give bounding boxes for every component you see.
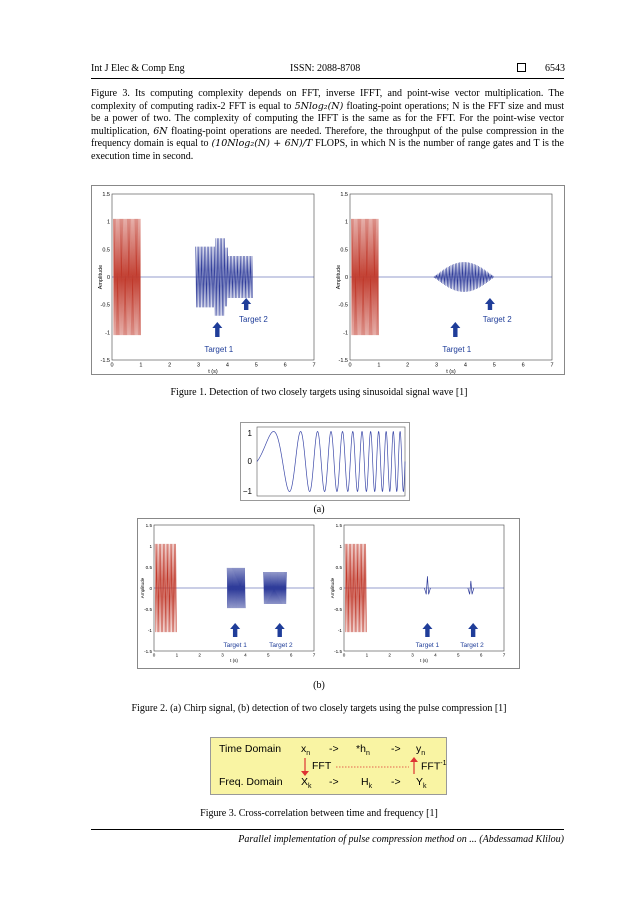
y-tick-label: 1 (339, 544, 342, 549)
x-tick-label: 2 (198, 652, 201, 658)
time-frequency-diagram (210, 737, 447, 795)
x-tick-label: 0 (110, 362, 114, 369)
y-tick-label: 0 (106, 275, 110, 281)
x-tick-label: 2 (388, 652, 391, 658)
figure-2a-label: (a) (313, 504, 325, 515)
checkbox-icon (517, 63, 526, 72)
y-tick-label: 1.5 (340, 192, 348, 198)
figure-2b-plots (138, 519, 519, 668)
figure-1-caption: Figure 1. Detection of two closely targets using sinusoidal signal wave [1] (170, 387, 468, 398)
x-tick-label: 1 (139, 362, 143, 369)
y-tick-label: 1 (106, 219, 110, 226)
y-axis-label: Amplitude (336, 264, 342, 290)
x-tick-label: 5 (492, 362, 496, 369)
figure-2-caption: Figure 2. (a) Chirp signal, (b) detection of two closely targets using the pulse compression [1] (131, 703, 507, 714)
target-2-arrow-icon-shaft (488, 303, 492, 310)
x-axis-label: t (s) (208, 369, 218, 374)
xn-symbol: $x_n$ (301, 743, 311, 758)
y-tick-label: -1.5 (100, 358, 110, 364)
target-2-label: Target 2 (460, 642, 484, 649)
x-tick-label: 7 (312, 652, 316, 658)
chirp-ytick: −1 (242, 487, 252, 496)
issn: ISSN: 2088-8708 (290, 63, 361, 74)
x-tick-label: 0 (348, 362, 352, 369)
xk-symbol: $X_k$ (301, 776, 312, 791)
x-tick-label: 5 (457, 652, 460, 658)
x-tick-label: 0 (152, 652, 156, 658)
y-tick-label: 1 (149, 544, 152, 549)
target-2-label: Target 2 (238, 315, 268, 324)
x-tick-label: 7 (502, 652, 506, 658)
chirp-plot (241, 423, 409, 500)
yk-symbol: $Y_k$ (416, 776, 427, 791)
y-tick-label: 1.5 (335, 523, 342, 528)
y-tick-label: -1 (337, 628, 342, 633)
y-tick-label: -1.5 (338, 358, 348, 364)
figure-3-caption: Figure 3. Cross-correlation between time and frequency [1] (200, 808, 438, 819)
target-2-arrow-icon-shaft (244, 303, 248, 310)
figure-2b-right-plot (330, 523, 506, 663)
y-axis-label: Amplitude (140, 577, 145, 599)
y-tick-label: 1.5 (145, 523, 152, 528)
ifft-label: $FFT^{-1}$ (421, 760, 447, 773)
y-tick-label: -1 (147, 628, 152, 633)
target-2-arrow-icon-shaft (278, 628, 282, 637)
y-tick-label: -0.5 (100, 302, 110, 309)
x-tick-label: 1 (175, 652, 179, 658)
freq-domain-label: Freq. Domain (219, 776, 283, 788)
body-paragraph: Figure 3. Its computing complexity depends on FFT, inverse IFFT, and point-wise vector multiplication. The complexity of computing radix-2 FFT is equal to 5Nlog₂(N) floating-point operations; N is the FFT size and must be a power of two. The complexity of computing the IFFT is the same as for the FFT. For the point-wise vector multiplication, 6N floating-point operations are needed. Therefore, the throughput of the pulse compression in the frequency domain is equal to (10Nlog₂(N) + 6N)/T FLOPS, in which N is the number of range gates and T is the execution time in second. (91, 88, 564, 162)
x-tick-label: 6 (479, 652, 483, 658)
figure-1-left-plot (98, 192, 316, 374)
target-1-label: Target 1 (442, 345, 472, 354)
running-footer: Parallel implementation of pulse compression method on ... (Abdessamad Klilou) (238, 834, 564, 845)
x-tick-label: 4 (463, 362, 467, 369)
x-tick-label: 2 (168, 362, 172, 369)
y-tick-label: 0.5 (145, 565, 152, 570)
y-axis-label: Amplitude (330, 577, 335, 599)
header-rule (91, 78, 564, 79)
hk-symbol: $H_k$ (361, 776, 373, 791)
y-tick-label: 0.5 (335, 565, 342, 570)
figure-1 (91, 185, 565, 375)
y-tick-label: -1 (105, 330, 110, 337)
target-1-arrow-icon-shaft (233, 628, 237, 637)
x-tick-label: 3 (411, 652, 414, 658)
x-tick-label: 4 (225, 362, 229, 369)
figure-2a (240, 422, 410, 501)
complexity-expression: 5Nlog₂(N) (294, 100, 344, 112)
time-domain-label: Time Domain (219, 743, 282, 755)
target-1-label: Target 1 (223, 642, 247, 649)
target-1-arrow-icon-shaft (453, 327, 457, 337)
x-tick-label: 4 (244, 652, 247, 658)
figure-1-plots (92, 186, 564, 374)
x-tick-label: 7 (312, 362, 316, 369)
chirp-ytick: 1 (247, 429, 252, 438)
x-axis-label: t (s) (420, 658, 428, 664)
arrow-text: -> (391, 776, 401, 788)
target-1-arrow-icon-shaft (425, 628, 429, 637)
footer-rule (91, 829, 564, 830)
down-arrow-head-icon (301, 771, 309, 776)
x-tick-label: 7 (550, 362, 554, 369)
fft-label: FFT (312, 760, 332, 772)
y-tick-label: 0 (344, 275, 348, 281)
y-tick-label: 1 (344, 219, 348, 226)
x-tick-label: 5 (267, 652, 270, 658)
vector-mult-expression: 6N (153, 125, 168, 137)
page-number: 6543 (545, 63, 565, 74)
arrow-text: -> (329, 776, 339, 788)
y-tick-label: -1.5 (334, 649, 342, 654)
arrow-text: -> (329, 743, 339, 755)
hn-symbol: $*h_n$ (356, 743, 370, 758)
y-tick-label: 0 (339, 586, 342, 591)
x-tick-label: 2 (406, 362, 410, 369)
y-tick-label: -0.5 (334, 607, 342, 612)
up-arrow-head-icon (410, 757, 418, 762)
x-tick-label: 3 (435, 362, 439, 369)
x-tick-label: 4 (434, 652, 437, 658)
page-number-area (517, 63, 565, 74)
y-tick-label: 1.5 (102, 192, 110, 198)
target-2-arrow-icon-shaft (471, 628, 475, 637)
y-axis-label: Amplitude (98, 264, 104, 290)
x-tick-label: 1 (377, 362, 381, 369)
x-axis-label: t (s) (446, 369, 456, 374)
x-tick-label: 5 (254, 362, 258, 369)
x-tick-label: 6 (521, 362, 525, 369)
arrow-text: -> (391, 743, 401, 755)
journal-name: Int J Elec & Comp Eng (91, 63, 185, 74)
chirp-axes (257, 427, 405, 496)
figure-2b-left-plot (140, 523, 316, 663)
target-1-arrow-icon-shaft (215, 327, 219, 337)
figure-2b (137, 518, 520, 669)
x-tick-label: 3 (221, 652, 224, 658)
y-tick-label: -1 (343, 330, 348, 337)
x-tick-label: 6 (283, 362, 287, 369)
y-tick-label: -0.5 (338, 302, 348, 309)
x-tick-label: 3 (197, 362, 201, 369)
x-tick-label: 1 (365, 652, 369, 658)
y-tick-label: -0.5 (144, 607, 152, 612)
chirp-ytick: 0 (247, 457, 252, 466)
y-tick-label: -1.5 (144, 649, 152, 654)
x-tick-label: 0 (342, 652, 346, 658)
y-tick-label: 0 (149, 586, 152, 591)
target-2-label: Target 2 (482, 315, 512, 324)
y-tick-label: 0.5 (102, 247, 110, 254)
target-1-label: Target 1 (204, 345, 234, 354)
figure-2b-label: (b) (313, 680, 325, 691)
x-axis-label: t (s) (230, 658, 238, 664)
target-1-label: Target 1 (415, 642, 440, 649)
yn-symbol: $y_n$ (416, 743, 426, 758)
y-tick-label: 0.5 (340, 247, 348, 254)
figure-1-right-plot (336, 192, 554, 374)
x-tick-label: 6 (289, 652, 293, 658)
throughput-expression: (10Nlog₂(N) + 6N)/T (211, 138, 313, 150)
target-2-label: Target 2 (269, 642, 293, 649)
